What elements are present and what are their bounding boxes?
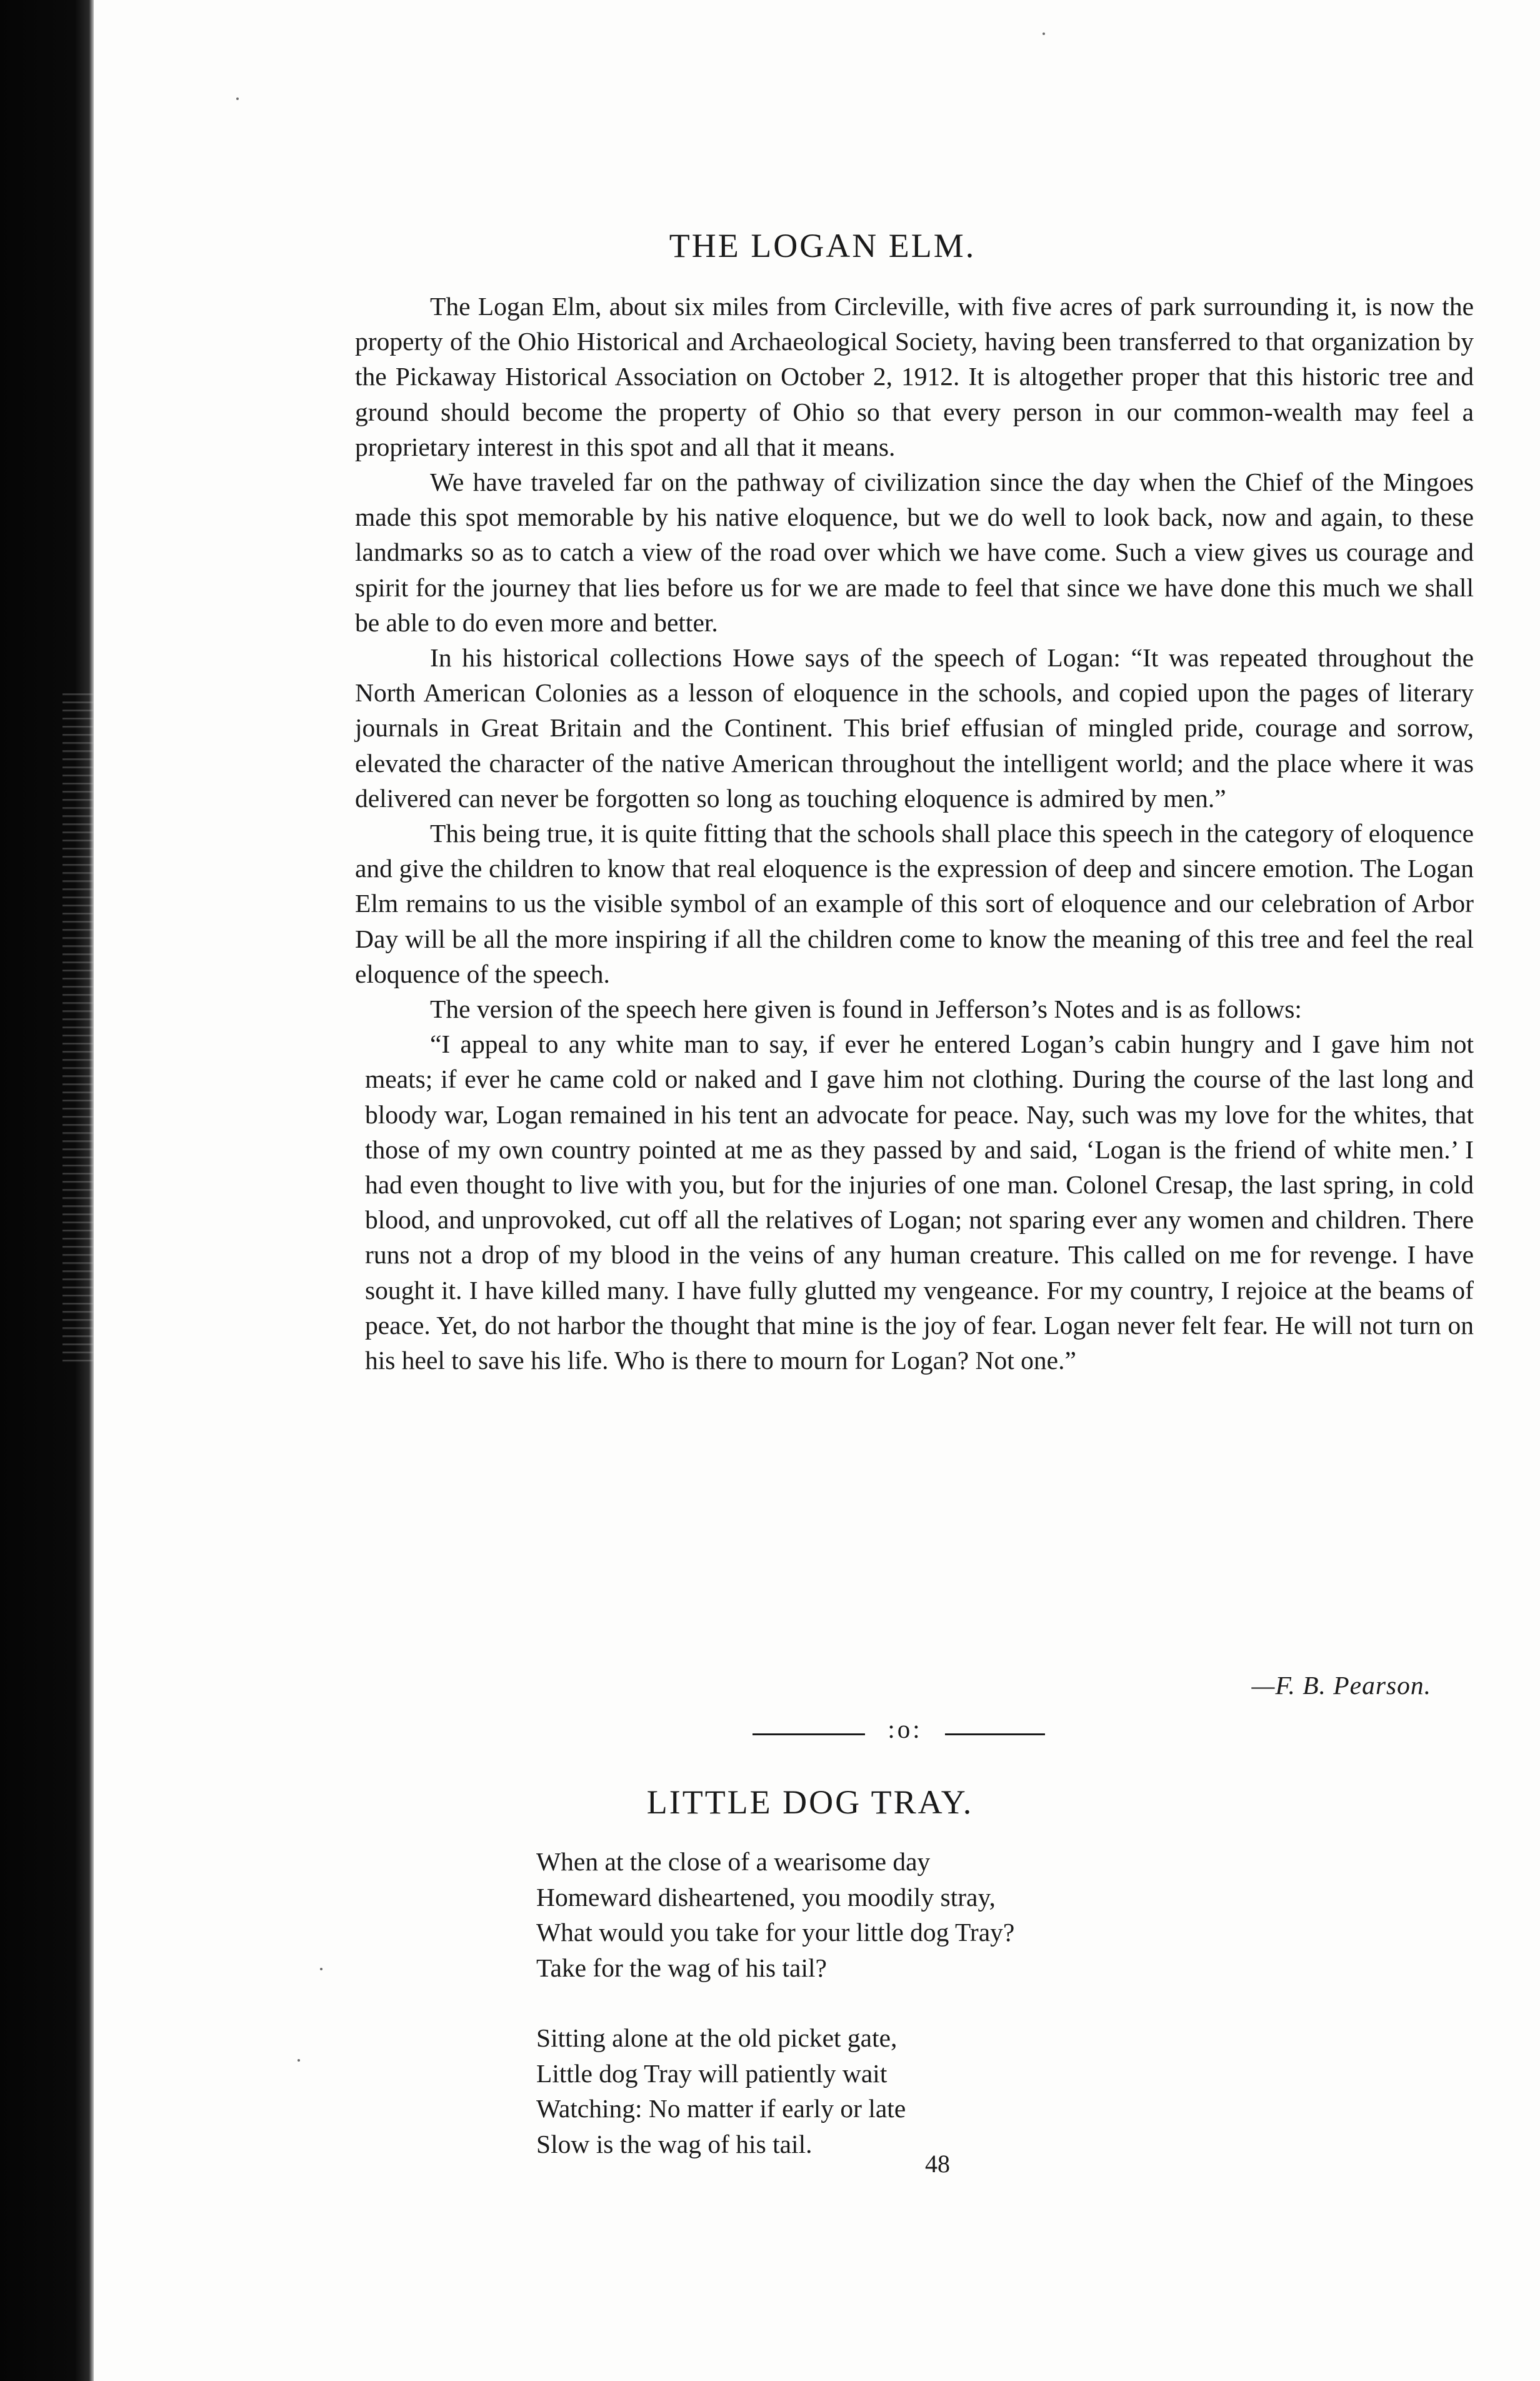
poem-line: Slow is the wag of his tail. [536,2129,812,2158]
logan-elm-title: THE LOGAN ELM. [669,227,976,264]
separator-mark: :o: [888,1715,922,1743]
scan-dust-speck [1042,33,1045,35]
poem-line: Little dog Tray will patiently wait [536,2058,888,2088]
logan-elm-article [355,289,1474,1378]
article-paragraph: This being true, it is quite fitting that the schools shall place this speech in the category of eloquence and give the children to know that real eloquence is the expression of deep and sincere emotion. The Logan Elm remains to us the visible symbol of an example of this sort of eloquence and our celebration of Arbor Day will be all the more inspiring if all the children come to know the meaning of this tree and feel the real eloquence of the speech. [355,819,1474,988]
logan-speech-quote: “I appeal to any white man to say, if ever he entered Logan’s cabin hungry and I gave him not meats; if ever he came cold or naked and I gave him not clothing. During the course of the last long and bloody war, Logan remained in his tent an advocate for peace. Nay, such was my love for the whites, that those of my own country pointed at me as they passed by and said, ‘Logan is the friend of white men.’ I had even thought to live with you, but for the injuries of one man. Colonel Cresap, the last spring, in cold blood, and unprovoked, cut off all the relatives of Logan; not sparing ever any women and children. There runs not a drop of my blood in the veins of any human creature. This called on me for revenge. I have sought it. I have killed many. I have fully glutted my vengeance. For my country, I rejoice at the beams of peace. Yet, do not harbor the thought that mine is the joy of fear. Logan never felt fear. He will not turn on his heel to save his life. Who is there to mourn for Logan? Not one.” [365,1030,1474,1375]
poem-line: Watching: No matter if early or late [536,2094,906,2123]
article-paragraph: In his historical collections Howe says of the speech of Logan: “It was repeated throughout the North American Colonies as a lesson of eloquence in the schools, and copied upon the pages of literary journals in Great Britain and the Continent. This brief effusian of mingled pride, courage and sorrow, elevated the character of the native American throughout the intelligent world; and the place where it was delivered can never be forgotten so long as touching eloquence is admired by men.” [355,643,1474,813]
page-number: 48 [925,2150,950,2178]
poem-line: Sitting alone at the old picket gate, [536,2023,898,2052]
article-paragraph: We have traveled far on the pathway of civilization since the day when the Chief of the Mingoes made this spot memorable by his native eloquence, but we do well to look back, now and again, to these landmarks so as to catch a view of the road over which we have come. Such a view gives us courage and spirit for the journey that lies before us for we are made to feel that since we have done this much we shall be able to do even more and better. [355,468,1474,637]
little-dog-tray-title: LITTLE DOG TRAY. [646,1783,974,1821]
section-separator [752,1714,1102,1752]
poem-line: When at the close of a wearisome day [536,1847,931,1876]
article-paragraph: The version of the speech here given is found in Jefferson’s Notes and is as follows: [430,995,1302,1024]
separator-rule-left [752,1733,865,1735]
little-dog-tray-poem [536,1844,1286,2197]
separator-rule-right [945,1733,1045,1735]
scan-dust-speck [236,98,239,100]
article-paragraph: The Logan Elm, about six miles from Circleville, with five acres of park surrounding it, is now the property of the Ohio Historical and Archaeological Society, having been transferred to that organization by the Pickaway Historical Association on October 2, 1912. It is altogether proper that this historic tree and ground should become the property of Ohio so that every person in our common-wealth may feel a proprietary interest in this spot and all that it means. [355,292,1474,461]
scan-binding-speckle [62,688,94,1363]
poem-stanza [536,1844,1286,1985]
poem-line: Take for the wag of his tail? [536,1953,827,1982]
scan-dust-speck [320,1968,322,1970]
scan-dust-speck [298,2059,300,2062]
poem-line: What would you take for your little dog Tray? [536,1918,1015,1947]
poem-line: Homeward disheartened, you moodily stray, [536,1882,996,1912]
poem-stanza [536,2020,1286,2162]
author-signature: —F. B. Pearson. [1251,1671,1431,1700]
